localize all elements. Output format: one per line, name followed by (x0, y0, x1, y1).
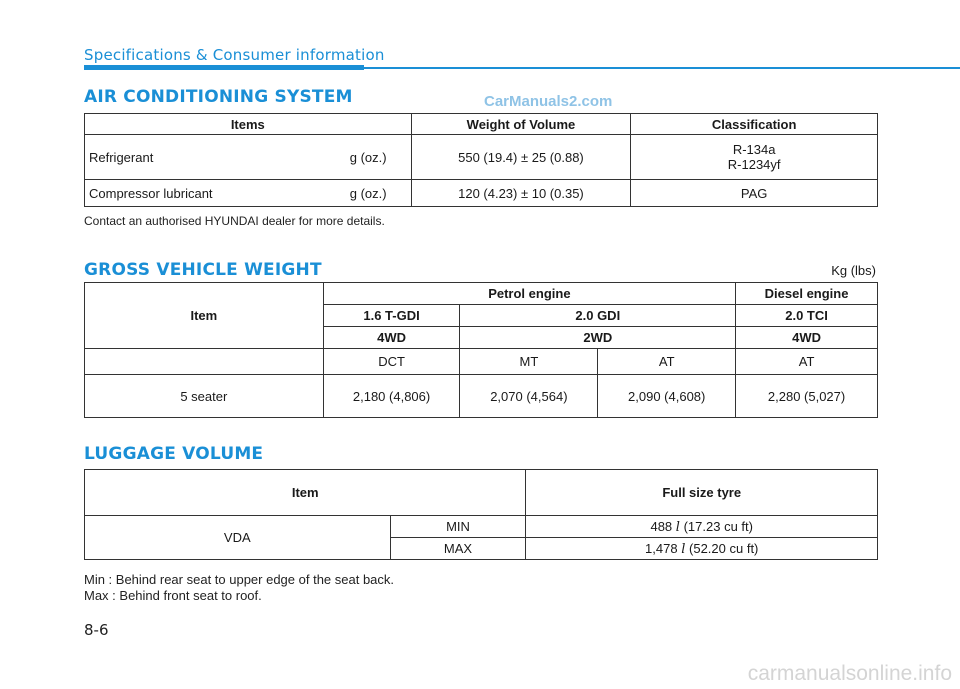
weight-trans-2: MT (460, 349, 598, 375)
aircon-unit: g (oz.) (349, 149, 387, 165)
aircon-item: Refrigerant (89, 149, 154, 165)
luggage-note-min: Min : Behind rear seat to upper edge of the seat back. (84, 572, 395, 587)
header-rule-thick (84, 65, 364, 70)
aircon-class-2: R-1234yf (727, 157, 781, 172)
aircon-note: Contact an authorised HYUNDAI dealer for more details. (84, 214, 385, 228)
weight-value-4: 2,280 (5,027) (736, 375, 878, 418)
watermark-bottom: carmanualsonline.info (747, 662, 952, 685)
weight-value-3: 2,090 (4,608) (598, 375, 736, 418)
weight-value-1: 2,180 (4,806) (323, 375, 460, 418)
weight-trans-4: AT (736, 349, 878, 375)
aircon-item-cell (85, 135, 412, 180)
weight-petrol-header: Petrol engine (323, 283, 735, 305)
weight-trans-3: AT (598, 349, 736, 375)
luggage-max-cuft: (52.20 cu ft) (689, 540, 759, 556)
luggage-min-value-cell (526, 516, 878, 538)
litre-symbol: l (675, 519, 680, 535)
weight-engine-2: 2.0 GDI (460, 305, 736, 327)
luggage-max-label: MAX (390, 538, 526, 560)
weight-title: GROSS VEHICLE WEIGHT (84, 260, 322, 280)
weight-table (84, 282, 878, 418)
aircon-item-cell (85, 180, 412, 207)
weight-drive-1: 4WD (323, 327, 460, 349)
table-row (85, 135, 878, 180)
table-row (85, 516, 878, 538)
aircon-title: AIR CONDITIONING SYSTEM (84, 87, 353, 107)
luggage-vda: VDA (85, 516, 391, 560)
weight-diesel-header: Diesel engine (736, 283, 878, 305)
weight-engine-1: 1.6 T-GDI (323, 305, 460, 327)
section-header: Specifications & Consumer information (84, 46, 385, 64)
weight-drive-3: 4WD (736, 327, 878, 349)
luggage-min-cuft: (17.23 cu ft) (683, 518, 753, 534)
header-rule-thin (364, 67, 960, 69)
litre-symbol: l (681, 541, 686, 557)
aircon-weight: 550 (19.4) ± 25 (0.88) (411, 135, 631, 180)
luggage-table (84, 469, 878, 560)
luggage-max-value-cell (526, 538, 878, 560)
aircon-col-items: Items (85, 114, 412, 135)
aircon-weight: 120 (4.23) ± 10 (0.35) (411, 180, 631, 207)
weight-unit: Kg (lbs) (831, 263, 876, 278)
aircon-table (84, 113, 878, 207)
table-row (85, 375, 878, 418)
weight-row-label: 5 seater (85, 375, 324, 418)
luggage-full-header: Full size tyre (526, 470, 878, 516)
luggage-note-max: Max : Behind front seat to roof. (84, 588, 262, 603)
weight-value-2: 2,070 (4,564) (460, 375, 598, 418)
table-row (85, 180, 878, 207)
page-number: 8-6 (84, 621, 109, 639)
aircon-col-weight: Weight of Volume (411, 114, 631, 135)
aircon-col-class: Classification (631, 114, 878, 135)
weight-trans-1: DCT (323, 349, 460, 375)
luggage-title: LUGGAGE VOLUME (84, 444, 264, 464)
luggage-item-header: Item (85, 470, 526, 516)
aircon-unit: g (oz.) (349, 185, 387, 201)
weight-drive-2: 2WD (460, 327, 736, 349)
aircon-class-1: PAG (631, 180, 878, 207)
weight-engine-3: 2.0 TCI (736, 305, 878, 327)
luggage-max-value: 1,478 (645, 540, 678, 556)
aircon-class-cell (631, 135, 878, 180)
aircon-class-1: R-134a (732, 142, 776, 157)
aircon-item: Compressor lubricant (89, 185, 213, 201)
luggage-min-value: 488 (650, 518, 673, 534)
luggage-min-label: MIN (390, 516, 526, 538)
weight-item-header: Item (85, 283, 324, 349)
watermark-top: CarManuals2.com (484, 93, 613, 110)
